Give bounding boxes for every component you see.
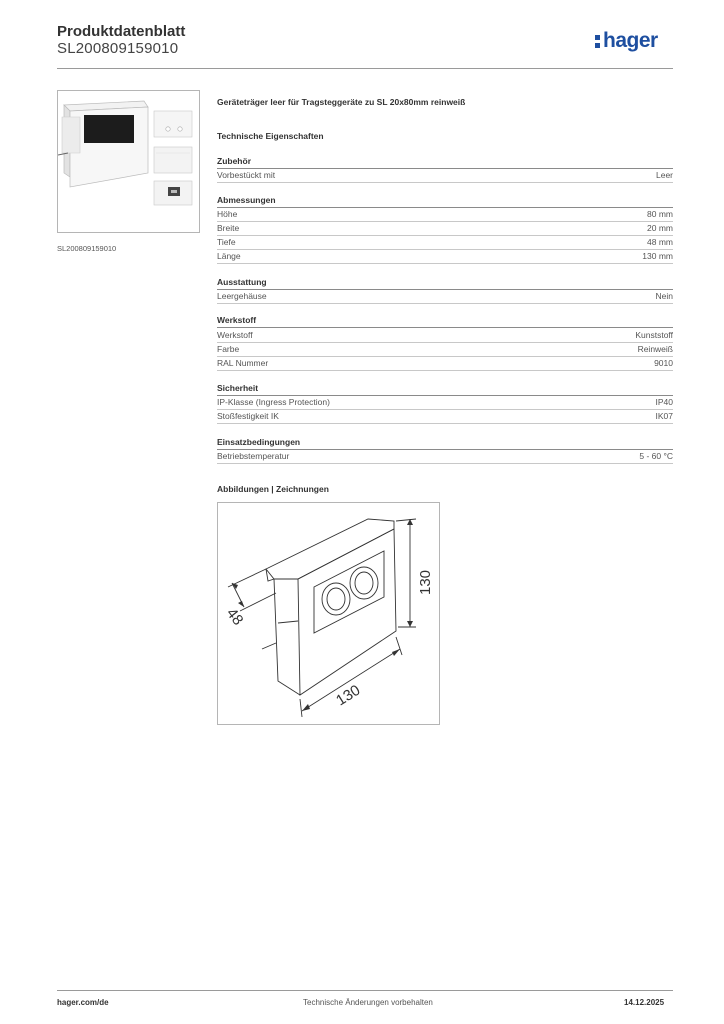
table-row bbox=[217, 410, 673, 424]
footer-divider bbox=[57, 990, 673, 991]
row-label: Länge bbox=[217, 251, 241, 261]
drawings-heading: Abbildungen | Zeichnungen bbox=[217, 484, 329, 494]
logo-colon-icon bbox=[595, 30, 601, 50]
row-label: Höhe bbox=[217, 209, 238, 219]
tech-properties-heading: Technische Eigenschaften bbox=[217, 131, 324, 141]
footer-note: Technische Änderungen vorbehalten bbox=[303, 998, 433, 1007]
row-value: 9010 bbox=[654, 358, 673, 368]
table-row bbox=[217, 222, 673, 236]
row-label: Farbe bbox=[217, 344, 240, 354]
table-row bbox=[217, 357, 673, 371]
row-label: IP-Klasse (Ingress Protection) bbox=[217, 397, 330, 407]
row-label: Breite bbox=[217, 223, 240, 233]
page-title: Produktdatenblatt bbox=[57, 23, 186, 40]
product-name: Geräteträger leer für Tragsteggeräte zu SL 20x80mm reinweiß bbox=[217, 97, 466, 107]
row-value: 20 mm bbox=[647, 223, 673, 233]
footer-website: hager.com/de bbox=[57, 998, 109, 1007]
row-value: 130 mm bbox=[642, 251, 673, 261]
row-value: 5 - 60 °C bbox=[639, 451, 673, 461]
section-title-sicherheit: Sicherheit bbox=[217, 383, 259, 393]
photo-caption: SL200809159010 bbox=[57, 244, 117, 253]
row-label: Leergehäuse bbox=[217, 291, 267, 301]
dimension-depth-label: 48 bbox=[222, 604, 247, 629]
section-title-ausstattung: Ausstattung bbox=[217, 277, 267, 287]
section-title-werkstoff: Werkstoff bbox=[217, 315, 257, 325]
row-label: Stoßfestigkeit IK bbox=[217, 411, 279, 421]
table-row bbox=[217, 250, 673, 264]
table-row bbox=[217, 450, 673, 464]
row-value: 48 mm bbox=[647, 237, 673, 247]
row-label: Vorbestückt mit bbox=[217, 170, 276, 180]
table-row bbox=[217, 208, 673, 222]
table-row bbox=[217, 236, 673, 250]
hager-logo bbox=[595, 26, 658, 54]
article-number: SL200809159010 bbox=[57, 40, 179, 57]
row-value: Kunststoff bbox=[635, 330, 673, 340]
section-title-einsatzbedingungen: Einsatzbedingungen bbox=[217, 437, 301, 447]
footer-date: 14.12.2025 bbox=[624, 998, 665, 1007]
row-value: IK07 bbox=[655, 411, 673, 421]
dimension-drawing bbox=[217, 502, 440, 725]
table-row bbox=[217, 169, 673, 183]
product-photo bbox=[57, 90, 200, 233]
dimension-height-label: 130 bbox=[417, 569, 434, 595]
table-row bbox=[217, 343, 673, 357]
header-divider bbox=[57, 68, 673, 69]
technical-drawing bbox=[218, 503, 439, 724]
row-value: IP40 bbox=[655, 397, 673, 407]
row-label: Betriebstemperatur bbox=[217, 451, 290, 461]
row-value: Leer bbox=[655, 170, 673, 180]
dimension-length-label: 130 bbox=[333, 681, 364, 710]
row-label: Werkstoff bbox=[217, 330, 253, 340]
logo-text: hager bbox=[603, 28, 658, 52]
row-value: Nein bbox=[655, 291, 673, 301]
section-title-abmessungen: Abmessungen bbox=[217, 195, 276, 205]
table-row bbox=[217, 396, 673, 410]
table-row bbox=[217, 329, 673, 343]
section-divider bbox=[217, 327, 673, 328]
row-label: RAL Nummer bbox=[217, 358, 269, 368]
product-illustration bbox=[58, 91, 199, 232]
row-value: Reinweiß bbox=[637, 344, 673, 354]
table-row bbox=[217, 290, 673, 304]
section-title-zubehoer: Zubehör bbox=[217, 156, 251, 166]
row-value: 80 mm bbox=[647, 209, 673, 219]
row-label: Tiefe bbox=[217, 237, 236, 247]
